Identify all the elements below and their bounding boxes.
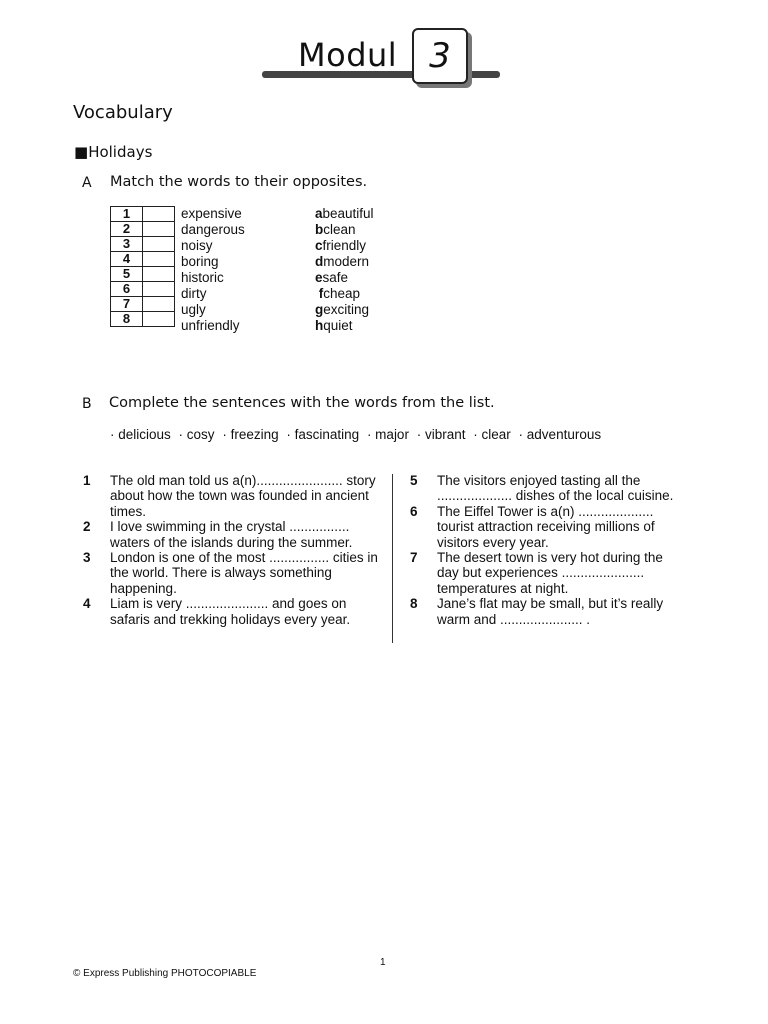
sentence-text: London is one of the most ................ cities in the world. There is always something happening. [110, 550, 378, 596]
opposite-item [315, 206, 374, 222]
sentence-number: 7 [410, 550, 418, 566]
opposite-item [315, 222, 374, 238]
opposite-letter: c [315, 238, 323, 253]
answer-grid-row [111, 312, 175, 327]
exercise-b-instruction: Complete the sentences with the words from the list. [109, 395, 495, 411]
exercise-a-letter: A [82, 175, 92, 191]
item-number: 1 [111, 207, 143, 222]
opposite-word: safe [322, 270, 349, 285]
page-number: 1 [380, 957, 386, 968]
word-list-item: · cosy [178, 427, 215, 442]
sentence-item [83, 596, 383, 627]
opposite-word: cheap [323, 286, 361, 301]
item-number: 3 [111, 237, 143, 252]
sentence-item [410, 504, 685, 550]
opposite-letter: h [315, 318, 324, 333]
item-number: 5 [111, 267, 143, 282]
answer-grid-row [111, 237, 175, 252]
sentence-number: 5 [410, 473, 418, 488]
opposite-item [315, 286, 374, 302]
opposite-item [315, 270, 374, 286]
answer-grid-row [111, 282, 175, 297]
section-title: Vocabulary [73, 102, 173, 123]
sentence-number: 4 [83, 596, 91, 612]
opposite-item [315, 318, 374, 334]
opposite-word: modern [323, 254, 370, 269]
sentence-number: 3 [83, 550, 91, 566]
match-word: dirty [181, 286, 207, 301]
opposite-word: friendly [322, 238, 367, 253]
opposite-letter: d [315, 254, 324, 269]
opposite-item [315, 302, 374, 318]
sentences-right-column [410, 473, 685, 627]
answer-grid [110, 206, 175, 327]
opposite-item [315, 254, 374, 270]
opposite-item [315, 238, 374, 254]
word-list-item: · fascinating [286, 427, 360, 442]
opposite-letter: g [315, 302, 324, 317]
opposite-letter: f [315, 286, 324, 301]
copyright-footer: © Express Publishing PHOTOCOPIABLE [73, 968, 257, 979]
sentence-text: I love swimming in the crystal ................ waters of the islands during the summer. [110, 519, 353, 550]
item-number: 2 [111, 222, 143, 237]
exercise-b-letter: B [82, 396, 92, 412]
column-divider [392, 474, 393, 643]
answer-box[interactable] [143, 297, 175, 312]
sentence-item [83, 550, 383, 596]
subsection-heading [74, 143, 152, 161]
word-list-item: · vibrant [416, 427, 466, 442]
answer-box[interactable] [143, 207, 175, 222]
word-list-item: · major [366, 427, 409, 442]
opposite-word: exciting [323, 302, 370, 317]
sentence-text: The Eiffel Tower is a(n) .................... tourist attraction receiving millions of visitors every year. [437, 503, 655, 550]
word-list [110, 427, 605, 442]
sentence-item [410, 550, 685, 596]
answer-grid-row [111, 252, 175, 267]
word-list-item: · delicious [110, 427, 171, 442]
exercise-a-instruction: Match the words to their opposites. [110, 174, 368, 190]
match-word: historic [181, 270, 224, 285]
sentence-text: Liam is very ...................... and goes on safaris and trekking holidays every year. [110, 596, 351, 627]
sentence-item [410, 473, 685, 504]
item-number: 7 [111, 297, 143, 312]
subsection-label: Holidays [88, 143, 153, 161]
sentence-item [83, 473, 383, 519]
module-title: Modul [298, 36, 398, 74]
match-word: unfriendly [181, 318, 240, 333]
module-header [262, 28, 500, 90]
opposite-letter: b [315, 222, 324, 237]
sentence-text: Jane’s flat may be small, but it’s really warm and ...................... . [437, 596, 664, 627]
opposite-word: quiet [323, 318, 353, 333]
match-word: boring [181, 254, 219, 269]
opposite-letter: e [315, 270, 323, 285]
opposite-letter: a [315, 206, 323, 221]
sentence-number: 8 [410, 596, 418, 612]
sentence-item [83, 519, 383, 550]
sentence-number: 2 [83, 519, 91, 535]
answer-box[interactable] [143, 312, 175, 327]
match-word: dangerous [181, 222, 245, 237]
match-word: noisy [181, 238, 213, 253]
item-number: 4 [111, 252, 143, 267]
square-bullet-icon: ■ [74, 143, 89, 161]
answer-grid-row [111, 297, 175, 312]
answer-box[interactable] [143, 282, 175, 297]
opposite-column [315, 206, 374, 334]
answer-grid-row [111, 207, 175, 222]
opposite-word: clean [323, 222, 356, 237]
item-number: 8 [111, 312, 143, 327]
sentence-text: The old man told us a(n)....................... story about how the town was founded in ancient times. [110, 473, 376, 519]
word-list-item: · freezing [222, 427, 279, 442]
answer-box[interactable] [143, 222, 175, 237]
sentence-text: The visitors enjoyed tasting all the .................... dishes of the local cuisine. [437, 473, 674, 504]
word-list-item: · clear [473, 427, 511, 442]
answer-box[interactable] [143, 252, 175, 267]
word-column [181, 206, 245, 334]
answer-grid-row [111, 267, 175, 282]
match-word: expensive [181, 206, 242, 221]
item-number: 6 [111, 282, 143, 297]
opposite-word: beautiful [322, 206, 374, 221]
answer-box[interactable] [143, 267, 175, 282]
sentence-text: The desert town is very hot during the day but experiences ...................... temperatures at night. [437, 550, 663, 596]
sentence-number: 6 [410, 503, 418, 519]
answer-grid-row [111, 222, 175, 237]
answer-box[interactable] [143, 237, 175, 252]
sentence-number: 1 [83, 473, 91, 488]
module-number-badge: 3 [412, 28, 468, 84]
sentences-left-column [83, 473, 383, 627]
sentence-item [410, 596, 685, 627]
word-list-item: · adventurous [518, 427, 602, 442]
match-word: ugly [181, 302, 206, 317]
